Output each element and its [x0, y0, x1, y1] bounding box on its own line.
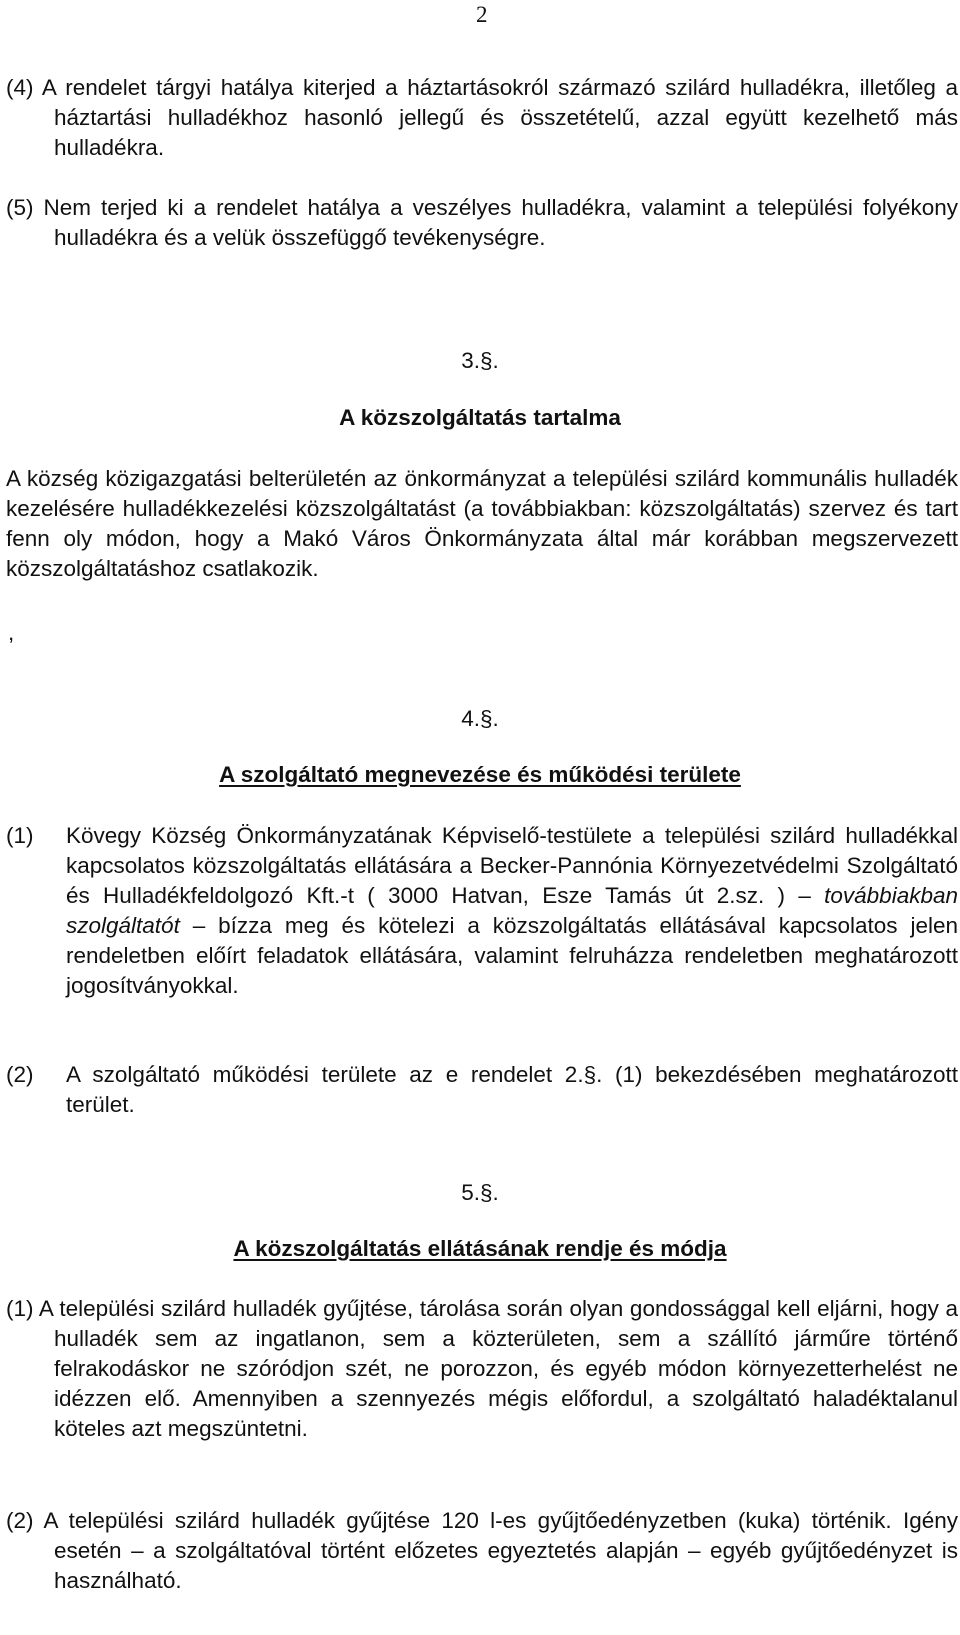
section-3-number: 3.§. [461, 348, 499, 373]
stray-comma: , [8, 620, 15, 645]
section-4-p1-text: Kövegy Község Önkormányzatának Képviselő-testülete a települési szilárd hulladékkal kapcsolatos közszolgáltatás ellátására a Becker-Pannónia Környezetvédelmi Szolgáltató és Hulladékfeldolgozó Kft.-t ( 3000 Hatvan, Esze Tamás út 2.sz. ) – [66, 823, 958, 908]
section-5-paragraph-2: (2) A települési szilárd hulladék gyűjtése 120 l-es gyűjtőedényzetben (kuka) történik. Igény esetén – a szolgáltatóval történt előzetes egyeztetés alapján – egyéb gyűjtőedényzet is használható. [6, 1508, 958, 1593]
section-5-number: 5.§. [461, 1180, 499, 1205]
section-4-p2-text: A szolgáltató működési területe az e rendelet 2.§. (1) bekezdésében meghatározott terület. [66, 1062, 958, 1117]
section-4-number: 4.§. [461, 706, 499, 731]
section-5-title: A közszolgáltatás ellátásának rendje és módja [233, 1236, 727, 1261]
section-3-body: A község közigazgatási belterületén az önkormányzat a települési szilárd kommunális hulladék kezelésére hulladékkezelési közszolgáltatást (a továbbiakban: közszolgáltatás) szervez és tart fenn oly módon, hogy a Makó Város Önkormányzata által már korábban megszervezett közszolgáltatáshoz csatlakozik. [6, 466, 958, 581]
section-4-p1-emphasis: továbbiakban szolgáltatót [66, 883, 958, 938]
paragraph-4: (4) A rendelet tárgyi hatálya kiterjed a háztartásokról származó szilárd hulladékra, illetőleg a háztartási hulladékhoz hasonló jellegű és összetételű, azzal együtt kezelhető más hulladékra. [6, 75, 958, 160]
paragraph-label: (2) [6, 1062, 34, 1087]
section-4-p1-text-end: – bízza meg és kötelezi a közszolgáltatás ellátásával kapcsolatos jelen rendeletben előírt feladatok ellátására, valamint felruházza rendeletben meghatározott jogosítványokkal. [66, 913, 958, 998]
section-4-paragraph-1 [6, 821, 958, 1001]
paragraph-label: (1) [6, 823, 34, 848]
section-4-title: A szolgáltató megnevezése és működési területe [219, 762, 741, 787]
paragraph-5: (5) Nem terjed ki a rendelet hatálya a veszélyes hulladékra, valamint a települési folyékony hulladékra és a velük összefüggő tevékenységre. [6, 195, 958, 250]
section-4-paragraph-2 [6, 1060, 958, 1120]
section-3-title: A közszolgáltatás tartalma [339, 405, 621, 430]
page-number: 2 [476, 2, 488, 27]
section-5-paragraph-1: (1) A települési szilárd hulladék gyűjtése, tárolása során olyan gondossággal kell eljárni, hogy a hulladék sem az ingatlanon, sem a közterületen, sem a szállító járműre történő felrakodáskor ne szóródjon szét, ne porozzon, és egyéb módon környezetterhelést ne idézzen elő. Amennyiben a szennyezés mégis előfordul, a szolgáltató haladéktalanul köteles azt megszüntetni. [6, 1296, 958, 1441]
